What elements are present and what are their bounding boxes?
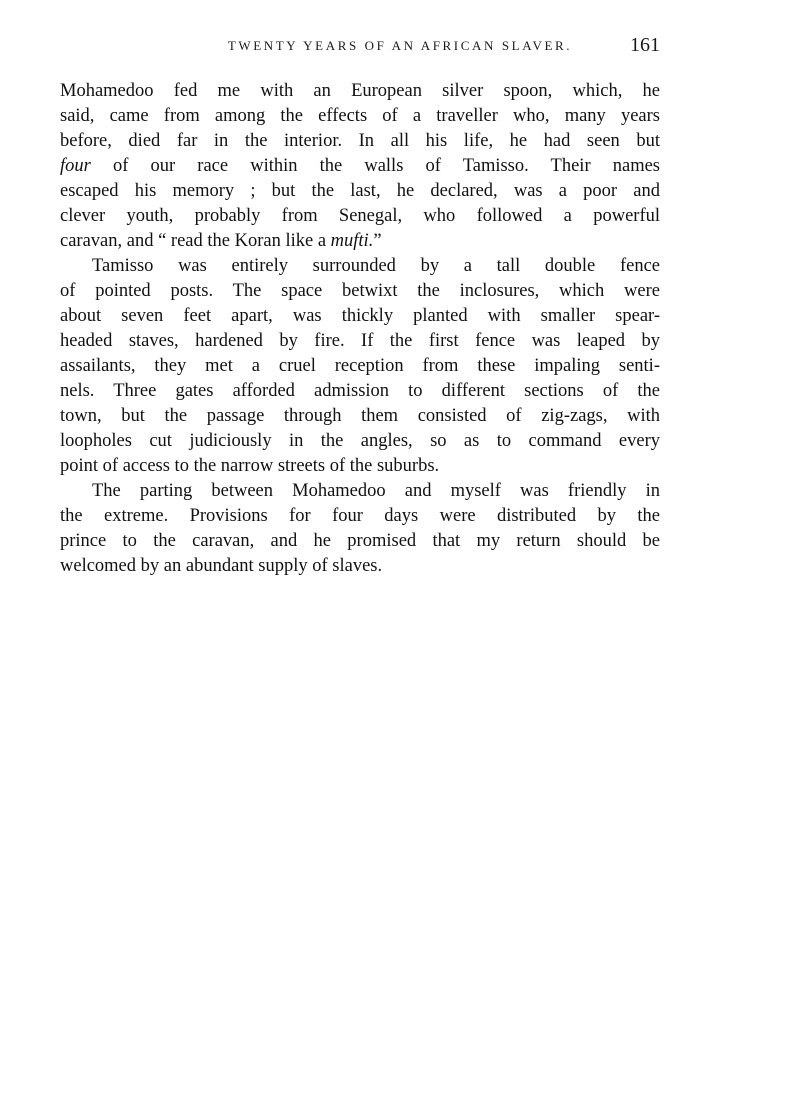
paragraph-3 xyxy=(60,479,660,579)
paragraph-2 xyxy=(60,254,660,479)
text-line: escaped his memory ; but the last, he declared, was a poor and xyxy=(60,181,660,201)
body-text xyxy=(60,79,660,579)
text-line: welcomed by an abundant supply of slaves. xyxy=(60,556,383,576)
text-line: nels. Three gates afforded admission to different sections of the xyxy=(60,381,660,401)
text-line: assailants, they met a cruel reception from these impaling senti- xyxy=(60,356,660,376)
line-text: of our race within the walls of Tamisso. Their names xyxy=(90,156,660,176)
text-line: about seven feet apart, was thickly planted with smaller spear- xyxy=(60,306,660,326)
text-line: loopholes cut judiciously in the angles, so as to command every xyxy=(60,431,660,451)
text-line xyxy=(60,229,660,254)
paragraph-1 xyxy=(60,79,660,254)
page-header xyxy=(60,36,660,60)
text-line: town, but the passage through them consisted of zig-zags, with xyxy=(60,406,660,426)
running-title: TWENTY YEARS OF AN AFRICAN SLAVER. xyxy=(227,38,573,53)
text-line: prince to the caravan, and he promised that my return should be xyxy=(60,531,660,551)
line-text: ” xyxy=(373,231,382,251)
text-line: clever youth, probably from Senegal, who followed a powerful xyxy=(60,206,660,226)
line-text: caravan, and “ read the Koran like a xyxy=(60,231,331,251)
text-line: said, came from among the effects of a traveller who, many years xyxy=(60,106,660,126)
italic-word: four xyxy=(60,156,91,176)
text-line: Tamisso was entirely surrounded by a tall double fence xyxy=(92,256,660,276)
text-line xyxy=(60,154,660,179)
text-line: of pointed posts. The space betwixt the inclosures, which were xyxy=(60,281,660,301)
text-line: Mohamedoo fed me with an European silver spoon, which, he xyxy=(60,81,660,101)
text-line: the extreme. Provisions for four days were distributed by the xyxy=(60,506,660,526)
italic-word: mufti. xyxy=(330,231,374,251)
text-line: point of access to the narrow streets of the suburbs. xyxy=(60,456,440,476)
text-line: headed staves, hardened by fire. If the first fence was leaped by xyxy=(60,331,660,351)
text-line: before, died far in the interior. In all his life, he had seen but xyxy=(60,131,660,151)
page-number: 161 xyxy=(630,34,660,56)
text-line: The parting between Mohamedoo and myself was friendly in xyxy=(92,481,660,501)
